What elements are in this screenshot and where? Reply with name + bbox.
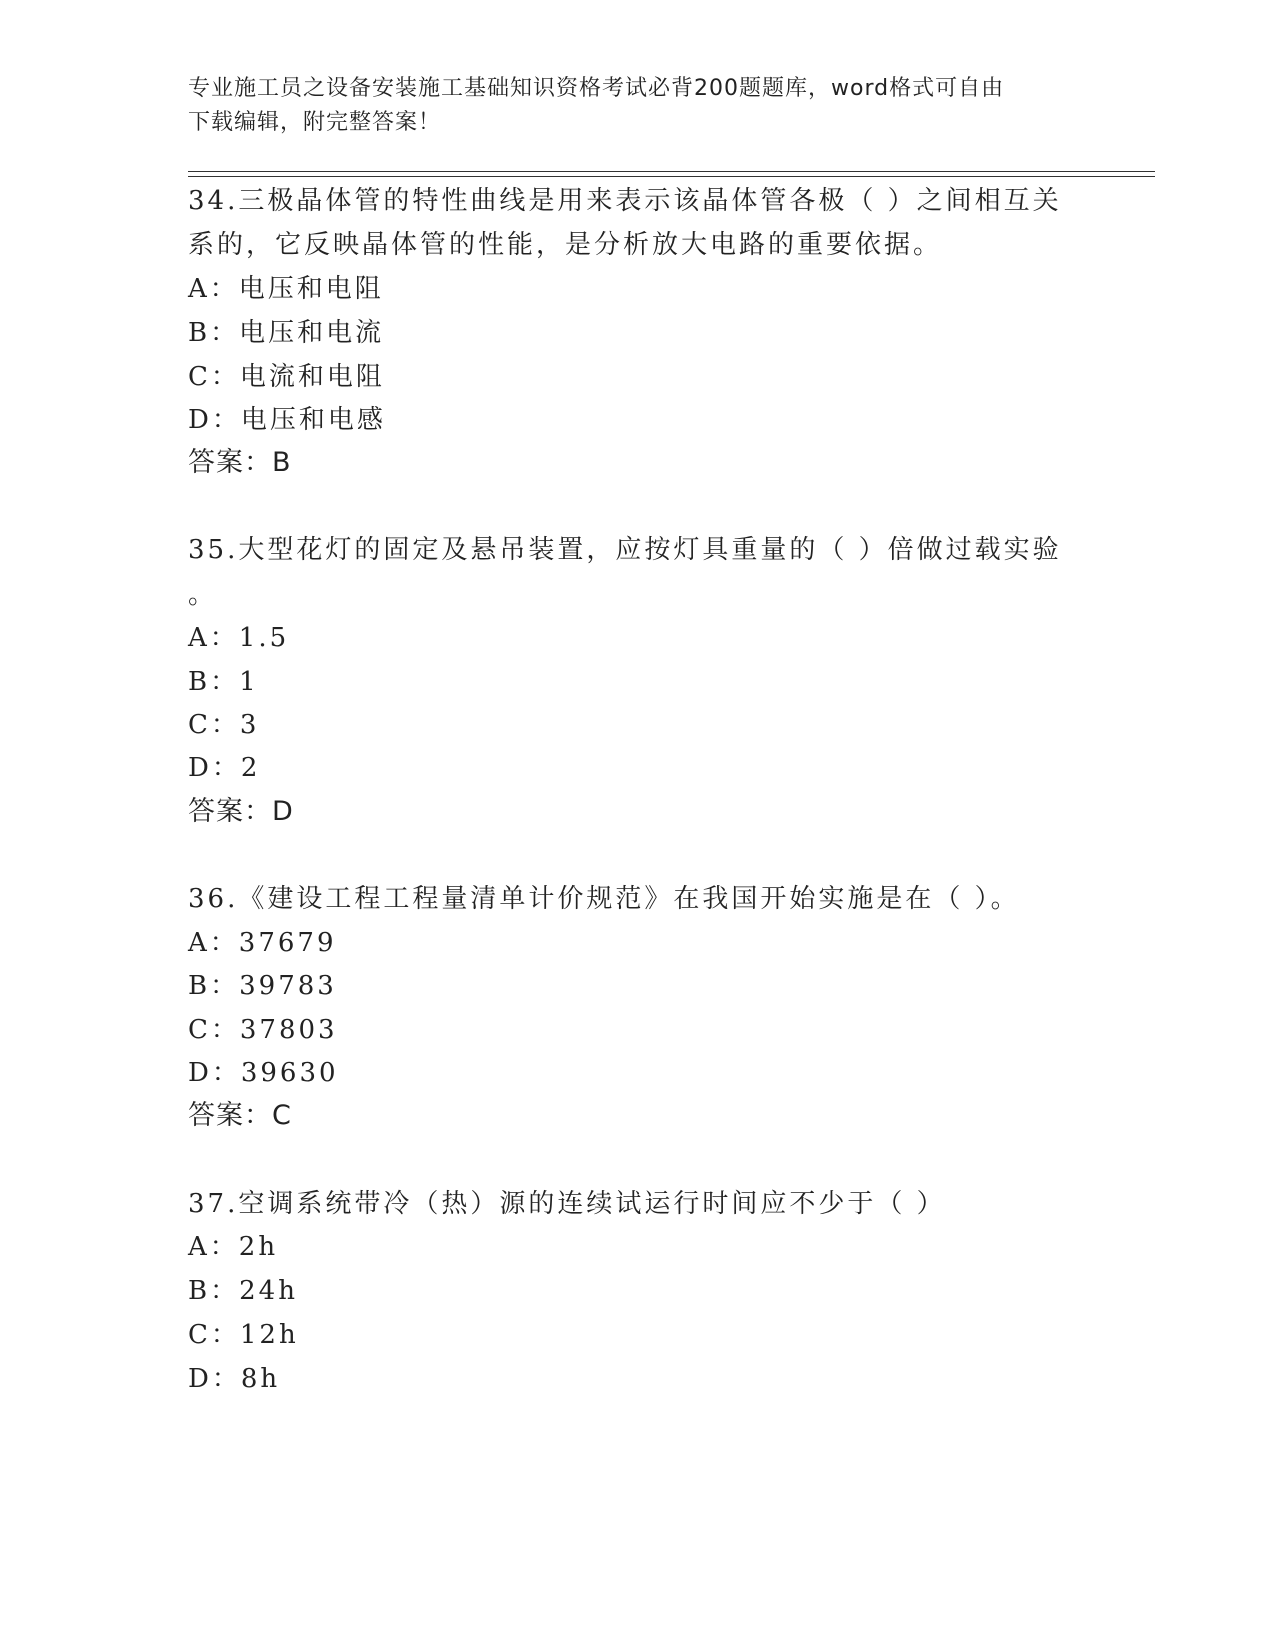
question-34-option-d: D：电压和电感 — [188, 405, 386, 435]
question-35-option-c: C：3 — [188, 710, 260, 740]
question-35-option-d: D：2 — [188, 753, 261, 783]
question-37-option-a: A：2h — [188, 1232, 279, 1262]
question-34-stem-line-1: 34.三极晶体管的特性曲线是用来表示该晶体管各极（ ）之间相互关 — [188, 186, 1062, 216]
question-34-option-a: A：电压和电阻 — [188, 274, 384, 304]
question-37-option-b: B：24h — [188, 1276, 298, 1306]
question-36-stem: 36.《建设工程工程量清单计价规范》在我国开始实施是在（ ）。 — [188, 884, 1020, 914]
question-35-stem-line-2: 。 — [188, 580, 218, 610]
header-line-2: 下载编辑，附完整答案！ — [188, 110, 442, 135]
document-header — [188, 72, 1068, 140]
question-36-option-a: A：37679 — [188, 928, 337, 958]
question-36-option-c: C：37803 — [188, 1015, 338, 1045]
question-36-option-b: B：39783 — [188, 971, 337, 1001]
question-37-option-c: C：12h — [188, 1320, 299, 1350]
question-34-option-b: B：电压和电流 — [188, 318, 385, 348]
question-34-option-c: C：电流和电阻 — [188, 362, 385, 392]
question-36-answer: 答案：C — [188, 1100, 292, 1131]
header-line-1: 专业施工员之设备安装施工基础知识资格考试必背200题题库，word格式可自由 — [188, 76, 1005, 101]
question-35-option-a: A：1.5 — [188, 623, 290, 653]
question-34-stem-line-2: 系的，它反映晶体管的性能，是分析放大电路的重要依据。 — [188, 230, 943, 260]
question-35-option-b: B：1 — [188, 667, 259, 697]
header-divider-bottom — [188, 176, 1155, 177]
question-36-option-d: D：39630 — [188, 1058, 339, 1088]
question-37-option-d: D：8h — [188, 1364, 281, 1394]
question-37-stem: 37.空调系统带冷（热）源的连续试运行时间应不少于（ ） — [188, 1189, 946, 1219]
question-35-stem-line-1: 35.大型花灯的固定及悬吊装置，应按灯具重量的（ ）倍做过载实验 — [188, 535, 1062, 565]
header-divider-top — [188, 171, 1155, 172]
question-34-answer: 答案：B — [188, 447, 292, 478]
question-35-answer: 答案：D — [188, 796, 294, 827]
